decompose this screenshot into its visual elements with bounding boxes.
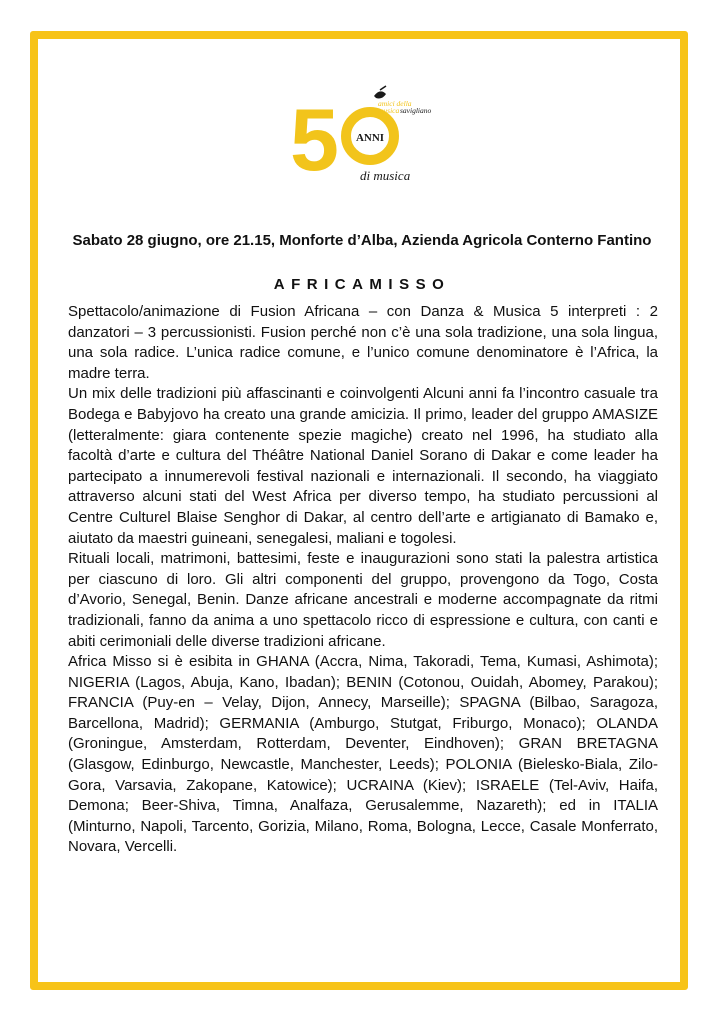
event-headline: Sabato 28 giugno, ore 21.15, Monforte d’Alba, Azienda Agricola Conterno Fantino	[72, 232, 652, 249]
music-note-icon	[374, 91, 386, 98]
paragraph: Africa Misso si è esibita in GHANA (Accra, Nima, Takoradi, Tema, Kumasi, Ashimota); NIGERIA (Lagos, Abuja, Kano, Ibadan); BENIN (Cotonou, Ouidah, Abomey, Parakou); FRANCIA (Puy-en – Velay, Dijon, Annecy, Marseille); SPAGNA (Bilbao, Saragoza, Barcellona, Madrid); GERMANIA (Amburgo, Stutgat, Friburgo, Monaco); OLANDA (Groningue, Amsterdam, Rotterdam, Deventer, Eindhoven); GRAN BRETAGNA (Glasgow, Edinburgo, Newcastle, Manchester, Leeds); POLONIA (Bielesko-Biala, Zilo-Gora, Varsavia, Zakopane, Katowice); UCRAINA (Kiev); ISRAELE (Tel-Aviv, Haifa, Demona; Beer-Shiva, Timna, Analfaza, Gerusalemme, Nazareth); ed in ITALIA (Minturno, Napoli, Tarcento, Gorizia, Milano, Roma, Bologna, Lecce, Casale Monferrato, Novara, Vercelli.	[68, 653, 658, 856]
logo-number-five: 5	[290, 90, 339, 188]
paragraph: Un mix delle tradizioni più affascinanti e coinvolgenti Alcuni anni fa l’incontro casuale tra Bodega e Babyjovo ha creato una grande amicizia. Il primo, leader del gruppo AMASIZE (letteralmente: giara contenente spezie magiche) creato nel 1996, ha studiato alla facoltà d’arte e cultura del Théâtre National Daniel Sorano di Dakar e come leader ha partecipato a innumerevoli festival nazionali e internazionali. Il secondo, ha viaggiato attraverso alcuni stati del West Africa per diverso tempo, ha studiato percussioni al Centre Culturel Blaise Senghor di Dakar, al centro dell’arte e artigianato di Bamako e, aiutato da maestri guineani, senegalesi, maliani e togolesi.	[68, 385, 658, 547]
logo-org-line3: savigliano	[400, 106, 432, 115]
logo	[290, 82, 440, 188]
logo-org-line2: musica	[378, 106, 400, 115]
logo-org-line1: amici della	[378, 99, 412, 108]
event-description	[68, 302, 658, 858]
event-title: AFRICAMISSO	[273, 276, 451, 293]
paragraph: Spettacolo/animazione di Fusion Africana – con Danza & Musica 5 interpreti : 2 danzatori – 3 percussionisti. Fusion perché non c’è una sola tradizione, una sola lingua, una sola radice. L’unica radice comune, e l’unico comune denominatore è l’Africa, la madre terra.	[68, 303, 658, 382]
paragraph: Rituali locali, matrimoni, battesimi, feste e inaugurazioni sono stati la palestra artistica per ciascuno di loro. Gli altri componenti del gruppo, provengono da Togo, Costa d’Avorio, Senegal, Benin. Danze africane ancestrali e moderne accompagnate da ritmi tradizionali, fanno da anima a uno spettacolo ricco di espressione e cultura, con canti e abiti cerimoniali delle diverse tradizioni africane.	[68, 550, 658, 650]
music-note-stem-icon	[380, 86, 386, 90]
logo-tagline: di musica	[360, 168, 411, 183]
logo-anni-text: ANNI	[355, 132, 385, 144]
logo-graphic	[290, 82, 440, 188]
